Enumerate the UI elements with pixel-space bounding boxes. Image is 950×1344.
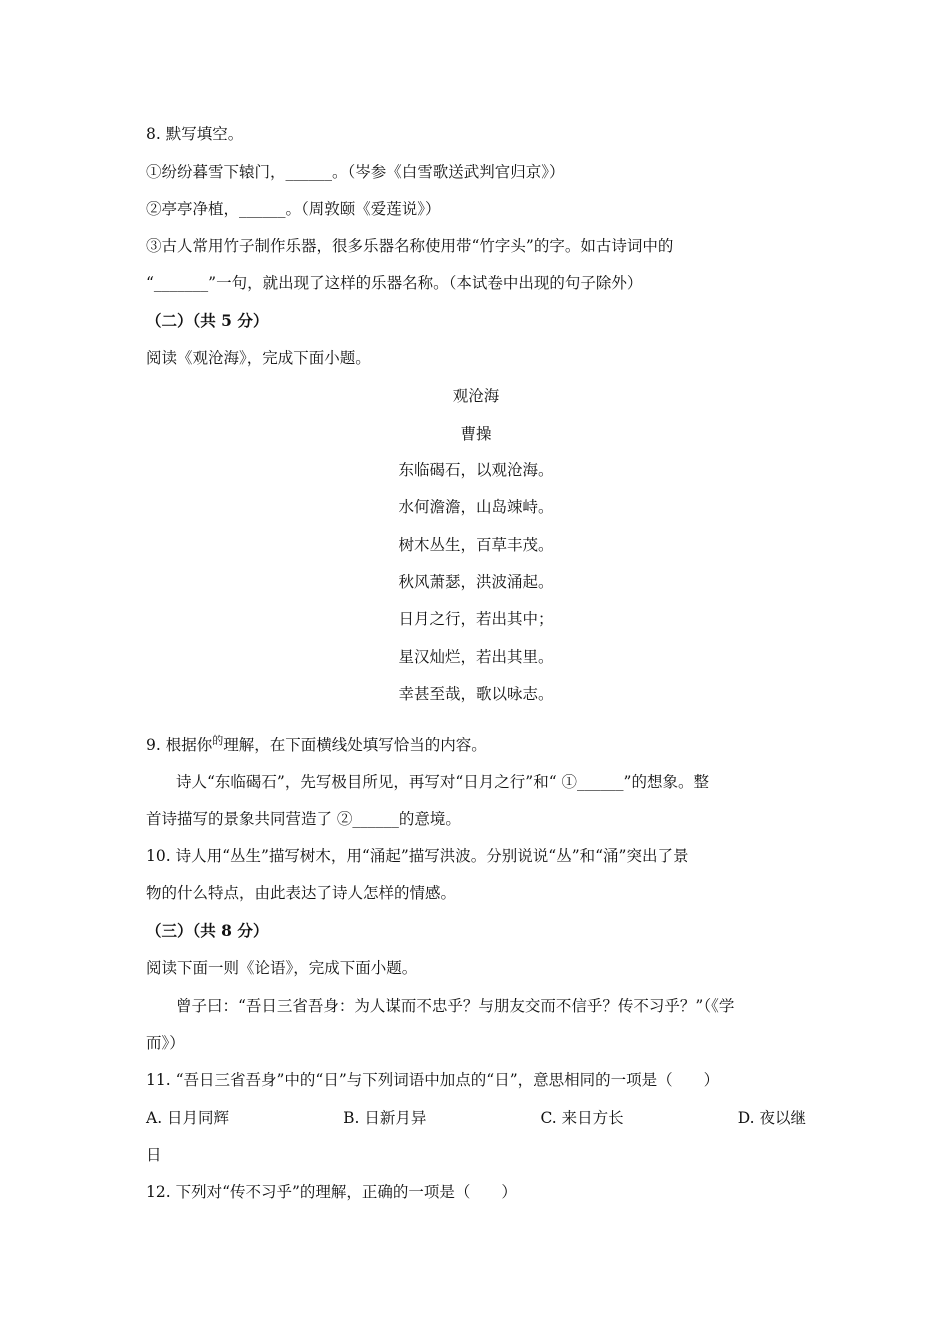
q11-stem: 11. “吾日三省吾身”中的“日”与下列词语中加点的“日”，意思相同的一项是（ ） (146, 1071, 720, 1089)
poem-title: 观沧海 (452, 387, 500, 405)
q12-stem: 12. 下列对“传不习乎”的理解，正确的一项是（ ） (146, 1183, 517, 1201)
q10-line-1: 10. 诗人用“丛生”描写树木，用“涌起”描写洪波。分别说说“丛”和“涌”突出了景 (146, 847, 689, 865)
q11-option-a[interactable]: A. 日月同辉 (146, 1109, 230, 1127)
poem-line: 日月之行，若出其中； (398, 610, 554, 628)
q11-options (146, 1106, 806, 1130)
poem-line: 树木丛生，百草丰茂。 (398, 536, 554, 554)
q8-item-3-line-2: “_______”一句，就出现了这样的乐器名称。（本试卷中出现的句子除外） (146, 274, 643, 292)
q11-option-d[interactable]: D. 夜以继 (737, 1109, 806, 1127)
q9-text-line-2: 首诗描写的景象共同营造了 ②______的意境。 (146, 810, 461, 828)
q8-title: 8. 默写填空。 (146, 125, 244, 143)
section-3-header: （三）（共 8 分） (146, 921, 269, 940)
q11-option-c[interactable]: C. 来日方长 (540, 1109, 624, 1127)
q10-line-2: 物的什么特点，由此表达了诗人怎样的情感。 (146, 884, 457, 902)
section-2-intro: 阅读《观沧海》，完成下面小题。 (146, 349, 371, 367)
poem-line: 秋风萧瑟，洪波涌起。 (398, 573, 554, 591)
q8-item-2: ②亭亭净植，______。（周敦颐《爱莲说》） (146, 200, 441, 218)
section-2-header: （二）（共 5 分） (146, 311, 269, 330)
q9-stem-sup: 的 (212, 734, 224, 747)
poem-line: 水何澹澹，山岛竦峙。 (398, 498, 554, 516)
q8-item-3-line-1: ③古人常用竹子制作乐器，很多乐器名称使用带“竹字头”的字。如古诗词中的 (146, 237, 674, 255)
poem-line: 星汉灿烂，若出其里。 (398, 648, 554, 666)
q9-stem-prefix: 9. 根据你 (146, 736, 213, 754)
q11-option-b[interactable]: B. 日新月异 (343, 1109, 427, 1127)
poem-line: 东临碣石，以观沧海。 (398, 461, 554, 479)
analects-quote-line-2: 而》） (146, 1034, 185, 1052)
q11-option-d-overflow: 日 (146, 1146, 162, 1164)
section-3-intro: 阅读下面一则《论语》，完成下面小题。 (146, 959, 418, 977)
q8-item-1: ①纷纷暮雪下辕门，______。（岑参《白雪歌送武判官归京》） (146, 163, 565, 181)
poem-line: 幸甚至哉，歌以咏志。 (398, 685, 554, 703)
analects-quote-line-1: 曾子曰：“吾日三省吾身：为人谋而不忠乎？与朋友交而不信乎？传不习乎？”（《学 (176, 997, 735, 1015)
poem-author: 曹操 (460, 425, 492, 443)
q9-stem (146, 729, 806, 757)
q9-stem-suffix: 理解，在下面横线处填写恰当的内容。 (223, 736, 487, 754)
q9-text-line-1: 诗人“东临碣石”，先写极目所见，再写对“日月之行”和“ ①______”的想象。整 (176, 773, 709, 791)
